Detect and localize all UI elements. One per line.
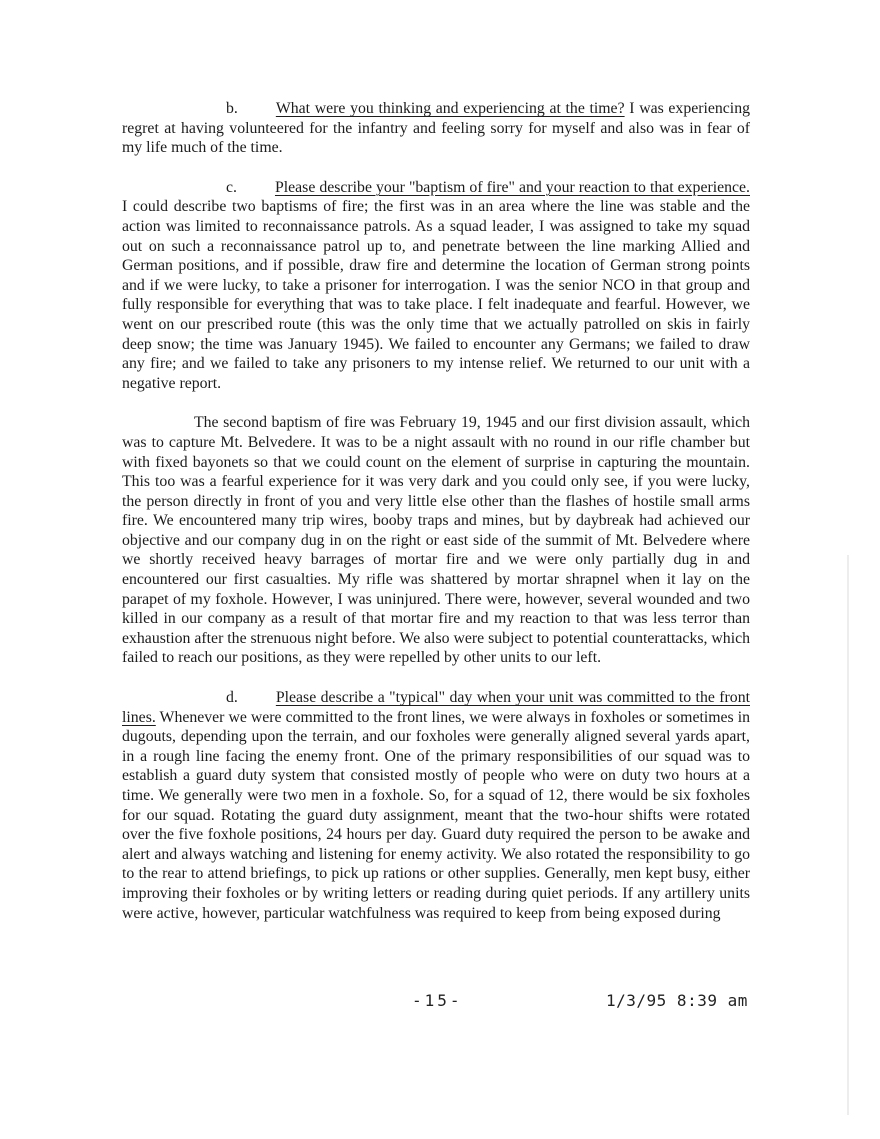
answer-text-b: I was experiencing regret at having volunteered for the infantry and feeling sorry for myself and also was in fear of my life much of the time. [122,100,750,157]
question-text-c: Please describe your "baptism of fire" and your reaction to that experience. [274,178,750,196]
item-label-b: b. [226,100,238,117]
timestamp: 1/3/95 8:39 am [606,991,748,1010]
item-label-c: c. [226,178,237,196]
item-label-d: d. [226,689,238,707]
answer-text-c: I could describe two baptisms of fire; the first was in an area where the line was stable and the action was limited to reconnaissance patrols. As a squad leader, I was assigned to take my squad out on such a reconnaissance patrol up to, and penetrate between the line marking Allied and German positions, and if possible, draw fire and determine the location of German strong points and if we were lucky, to take a prisoner for interrogation. I was the senior NCO in that group and fully responsible for everything that was to take place. I felt inadequate and fearful. However, we went on our prescribed route (this was the only time that we actually patrolled on skis in fairly deep snow; the time was January 1945). We failed to encounter any Germans; we failed to draw any fire; and we failed to take any prisoners to my intense relief. We returned to our unit with a negative report. [122,198,750,392]
paragraph-question-d [122,688,750,923]
answer-text-d: Whenever we were committed to the front lines, we were always in foxholes or sometimes in dugouts, depending upon the terrain, and our foxholes were generally aligned several yards apart, in a rough line facing the enemy front. One of the primary responsibilities of our squad was to establish a guard duty system that consisted mostly of people who were on duty two hours at a time. We generally were two men in a foxhole. So, for a squad of 12, there would be six foxholes for our squad. Rotating the guard duty assignment, meant that the two-hour shifts were rotated over the five foxhole positions, 24 hours per day. Guard duty required the person to be awake and alert and always watching and listening for enemy activity. We also rotated the responsibility to go to the rear to attend briefings, to pick up rations or other supplies. Generally, men kept busy, either improving their foxholes or by writing letters or reading during quiet periods. If any artillery units were active, however, particular watchfulness was required to keep from being exposed during [122,708,750,922]
paragraph-question-c [122,178,750,394]
document-body [122,99,750,943]
question-text-b: What were you thinking and experiencing at the time? [275,100,625,117]
paragraph-second-baptism [122,413,750,668]
scan-artifact-line [847,555,849,1115]
paragraph-question-b [122,99,750,158]
answer-text-continuation: The second baptism of fire was February 19, 1945 and our first division assault, which was to capture Mt. Belvedere. It was to be a night assault with no round in our rifle chamber but with fixed bayonets so that we could count on the element of surprise in capturing the mountain. This too was a fearful experience for it was very dark and you could only see, if you were lucky, the person directly in front of you and very little else other than the flashes of hostile small arms fire. We encountered many trip wires, booby traps and mines, but by daybreak had achieved our objective and our company dug in on the right or east side of the summit of Mt. Belvedere where we shortly received heavy barrages of mortar fire and we were only partially dug in and encountered our first casualties. My rifle was shattered by mortar shrapnel when it lay on the parapet of my foxhole. However, I was uninjured. There were, however, several wounded and two killed in our company as a result of that mortar fire and my reaction to that was less terror than exhaustion after the strenuous night before. We also were subject to potential counterattacks, which failed to reach our positions, as they were repelled by other units to our left. [122,414,750,667]
question-text-d: Please describe a "typical" day when your unit was committed to the front lines. [122,689,750,726]
page-number: -15- [412,991,463,1010]
